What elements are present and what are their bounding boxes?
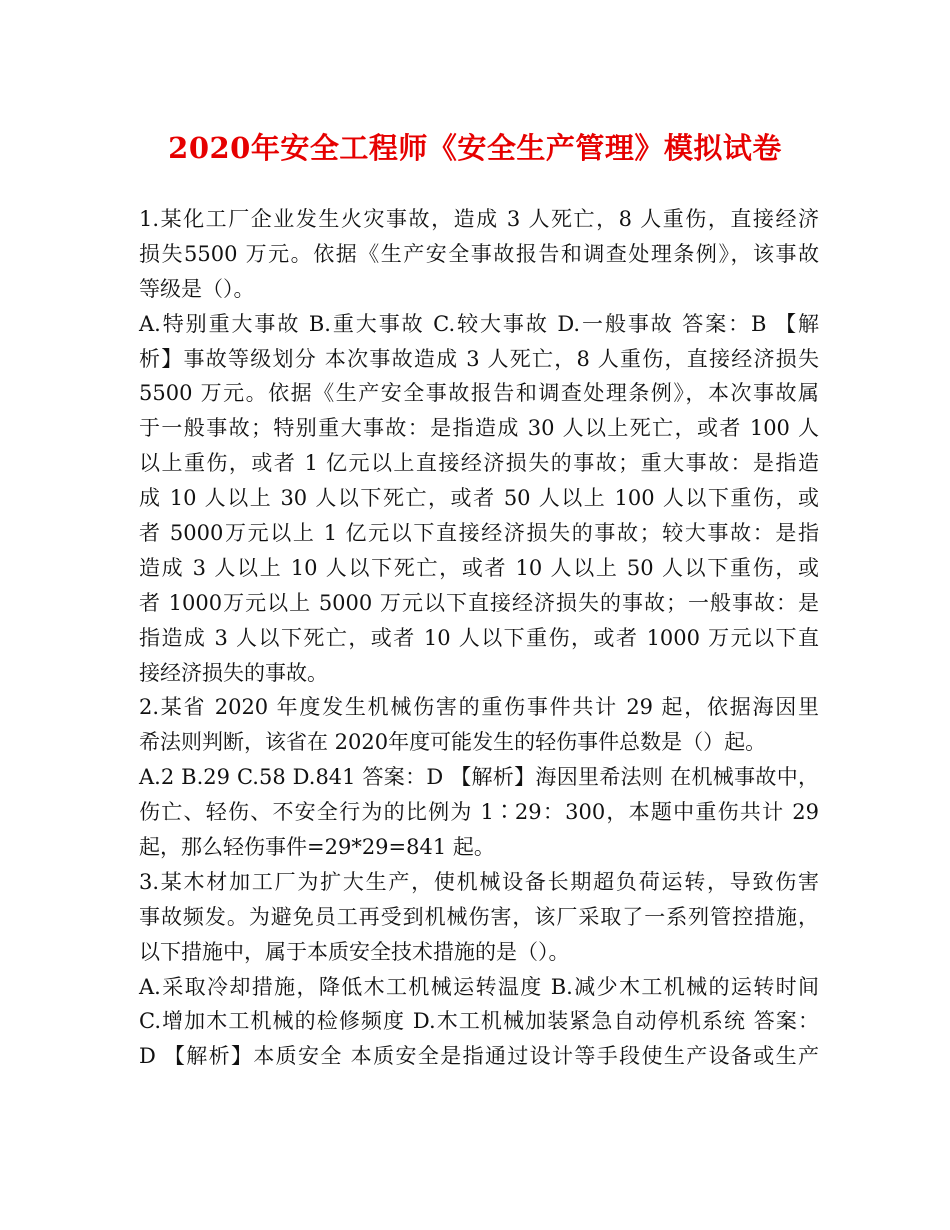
text-line: A.特别重大事故 B.重大事故 C.较大事故 D.一般事故 答案：B 【解: [139, 311, 819, 336]
document-title: 2020年安全工程师《安全生产管理》模拟试卷: [168, 131, 782, 165]
text-line: 于一般事故；特别重大事故：是指造成 30 人以上死亡，或者 100 人: [139, 416, 819, 441]
text-line: 以下措施中，属于本质安全技术措施的是（）。: [139, 939, 570, 964]
document-body: [139, 202, 819, 1074]
text-line: 接经济损失的事故。: [139, 660, 328, 685]
text-line: 等级是（）。: [139, 276, 255, 301]
text-line: 5500 万元。依据《生产安全事故报告和调查处理条例》，本次事故属: [139, 381, 819, 406]
text-line: 伤亡、轻伤、不安全行为的比例为 1∶29：300，本题中重伤共计 29: [139, 800, 819, 825]
text-line: 者 1000万元以上 5000 万元以下直接经济损失的事故；一般事故：是: [139, 590, 819, 615]
text-line: 造成 3 人以上 10 人以下死亡，或者 10 人以上 50 人以下重伤，或: [139, 555, 819, 580]
text-line: 事故频发。为避免员工再受到机械伤害，该厂采取了一系列管控措施，: [139, 904, 819, 929]
text-line: 希法则判断，该省在 2020年度可能发生的轻伤事件总数是（）起。: [139, 730, 767, 755]
text-line: 起，那么轻伤事件=29*29=841 起。: [139, 835, 495, 860]
text-line: 3.某木材加工厂为扩大生产，使机械设备长期超负荷运转，导致伤害: [139, 869, 819, 894]
text-line: A.采取冷却措施，降低木工机械运转温度 B.减少木工机械的运转时间: [139, 974, 819, 999]
text-line: 指造成 3 人以下死亡，或者 10 人以下重伤，或者 1000 万元以下直: [139, 625, 819, 650]
text-line: 损失5500 万元。依据《生产安全事故报告和调查处理条例》，该事故: [139, 241, 819, 266]
text-line: 以上重伤，或者 1 亿元以上直接经济损失的事故；重大事故：是指造: [139, 451, 819, 476]
text-line: 析】事故等级划分 本次事故造成 3 人死亡，8 人重伤，直接经济损失: [139, 346, 819, 371]
text-line: 2.某省 2020 年度发生机械伤害的重伤事件共计 29 起，依据海因里: [139, 695, 819, 720]
text-line: C.增加木工机械的检修频度 D.木工机械加装紧急自动停机系统 答案：: [139, 1009, 819, 1034]
text-line: 成 10 人以上 30 人以下死亡，或者 50 人以上 100 人以下重伤，或: [139, 486, 819, 511]
text-line: A.2 B.29 C.58 D.841 答案：D 【解析】海因里希法则 在机械事故中，: [139, 765, 819, 790]
text-line: 1.某化工厂企业发生火灾事故，造成 3 人死亡，8 人重伤，直接经济: [139, 207, 819, 231]
text-line: 者 5000万元以上 1 亿元以下直接经济损失的事故；较大事故：是指: [139, 521, 819, 546]
text-line: D 【解析】本质安全 本质安全是指通过设计等手段使生产设备或生产: [139, 1044, 819, 1069]
